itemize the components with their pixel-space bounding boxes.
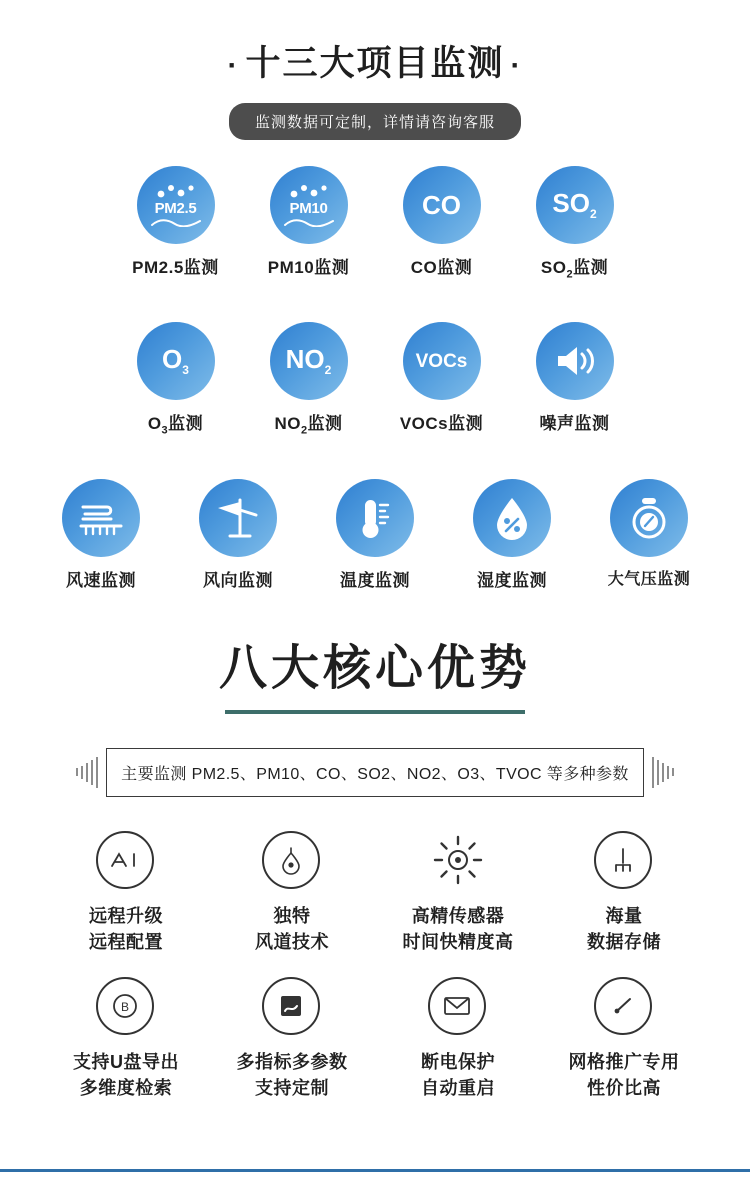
item-o3 [109,322,242,436]
title-dot-right: · [510,48,523,82]
title-dot-left: · [227,48,240,82]
advantage-line1: 网格推广专用 [568,1051,680,1072]
item-vocs-caption: VOCs监测 [399,414,484,434]
thermometer-icon [336,479,414,557]
noise-speaker-icon [536,322,614,400]
wind-speed-icon [62,479,140,557]
right-bars-decoration [644,755,682,789]
svg-text:B: B [120,999,130,1014]
multi-param-icon [262,977,322,1037]
advantage-line2: 远程配置 [89,931,163,952]
pm25-icon [137,166,215,244]
banner-row [0,748,750,797]
pressure-gauge-icon [627,495,671,541]
item-pm10-caption: PM10监测 [267,258,350,277]
parameters-banner: 主要监测 PM2.5、PM10、CO、SO2、NO2、O3、TVOC 等多种参数 [106,748,644,797]
co-icon [403,166,481,244]
wind-direction-icon [199,479,277,557]
advantage-line1: 远程升级 [89,905,163,926]
storage-icon [594,831,654,891]
air-duct-drop-icon [262,831,322,891]
item-noise-caption: 噪声监测 [539,414,610,434]
sun-sensor-icon [428,831,488,891]
sun-glyph-icon [429,831,487,889]
storage-glyph-icon [610,845,636,875]
advantage-gauge [541,977,707,1101]
advantage-sensor [375,831,541,955]
power-ring [428,977,486,1035]
item-co [375,166,508,280]
item-vocs [375,322,508,436]
envelope-icon [441,993,473,1019]
speaker-icon [552,341,598,381]
weathervane-icon [214,496,262,540]
item-o3-caption: $O_3$监测 [147,414,204,437]
advantage-line2: 自动重启 [421,1077,495,1098]
particle-dots-icon [286,183,332,199]
vocs-badge: VOCs [415,350,468,372]
multi-param-ring [262,977,320,1035]
item-wind-speed-caption: 风速监测 [66,570,136,590]
left-bars-decoration [68,755,106,789]
item-wind-direction-caption: 风向监测 [203,570,273,590]
advantages-section [0,643,750,1123]
advantage-power-protect [375,977,541,1101]
advantage-line1: 多指标多参数 [236,1051,348,1072]
bottom-divider [0,1169,750,1172]
item-temperature-caption: 温度监测 [340,570,410,590]
wave-icon [151,219,201,227]
advantages-title: 八大核心优势 [218,641,531,695]
item-so2-caption: $SO_2$监测 [540,258,609,281]
monitoring-grid-row3 [0,479,750,607]
gauge-icon [594,977,654,1037]
advantage-line2: 风道技术 [255,931,329,952]
item-so2 [508,166,641,280]
o3-badge: $O_3$ [162,344,189,378]
item-pm25 [109,166,242,280]
section1-title-text: 十三大项目监测 [245,44,505,83]
power-protect-icon [428,977,488,1037]
usb-ring [96,977,154,1035]
ai-ring [96,831,154,889]
particle-dots-icon [153,183,199,199]
co-badge: CO [422,190,461,220]
barometer-icon [610,479,688,557]
title-underline [225,710,525,714]
pm10-badge: PM10 [289,200,328,217]
monitoring-grid-row2 [0,322,750,452]
advantage-line1: 断电保护 [421,1051,495,1072]
item-temperature [307,479,444,591]
no2-icon [270,322,348,400]
ai-text-icon [108,850,142,870]
advantage-line1: 独特 [273,905,311,926]
item-pressure [581,479,718,591]
usb-glyph-icon [105,986,145,1026]
usb-export-icon [96,977,156,1037]
no2-badge: $NO_2$ [285,344,332,378]
item-no2-caption: $NO_2$监测 [274,414,343,437]
drop-glyph-icon [279,845,303,875]
wave-icon [284,219,334,227]
vocs-icon [403,322,481,400]
advantage-line2: 数据存储 [587,931,661,952]
advantage-air-duct [209,831,375,955]
advantage-line2: 性价比高 [587,1077,661,1098]
thermometer-glyph-icon [353,495,397,541]
water-drop-icon [492,495,532,541]
item-pm25-caption: PM2.5监测 [132,258,219,277]
o3-icon [137,322,215,400]
advantage-storage [541,831,707,955]
duct-ring [262,831,320,889]
advantage-usb-export [43,977,209,1101]
advantage-line2: 多维度检索 [79,1077,173,1098]
gauge-ring [594,977,652,1035]
monitoring-grid-row1 [0,166,750,296]
pm10-icon [270,166,348,244]
item-wind-direction [170,479,307,591]
item-pm10 [242,166,375,280]
square-fill-icon [276,991,306,1021]
item-humidity [444,479,581,591]
item-pressure-caption: 大气压监测 [607,570,691,588]
advantage-multi-param [209,977,375,1101]
advantage-line1: 支持U盘导出 [73,1051,179,1072]
subtitle-badge: 监测数据可定制，详情请咨询客服 [229,103,521,140]
advantage-line2: 时间快精度高 [402,931,514,952]
so2-badge: $SO_2$ [552,187,597,222]
humidity-drop-icon [473,479,551,557]
gauge-needle-icon [606,989,640,1023]
advantage-line1: 高精传感器 [411,905,505,926]
item-no2 [242,322,375,436]
pm25-badge: PM2.5 [154,200,197,217]
so2-icon [536,166,614,244]
section1-title [0,46,750,81]
advantages-grid [0,831,750,1123]
item-noise [508,322,641,436]
advantage-remote-upgrade [43,831,209,955]
item-wind-speed [33,479,170,591]
ai-circle-icon [96,831,156,891]
advantage-line2: 支持定制 [255,1077,329,1098]
storage-ring [594,831,652,889]
item-co-caption: CO监测 [410,258,473,277]
anemometer-icon [77,497,125,539]
item-humidity-caption: 湿度监测 [477,570,547,590]
subtitle-wrapper [0,103,750,140]
advantage-line1: 海量 [605,905,643,926]
